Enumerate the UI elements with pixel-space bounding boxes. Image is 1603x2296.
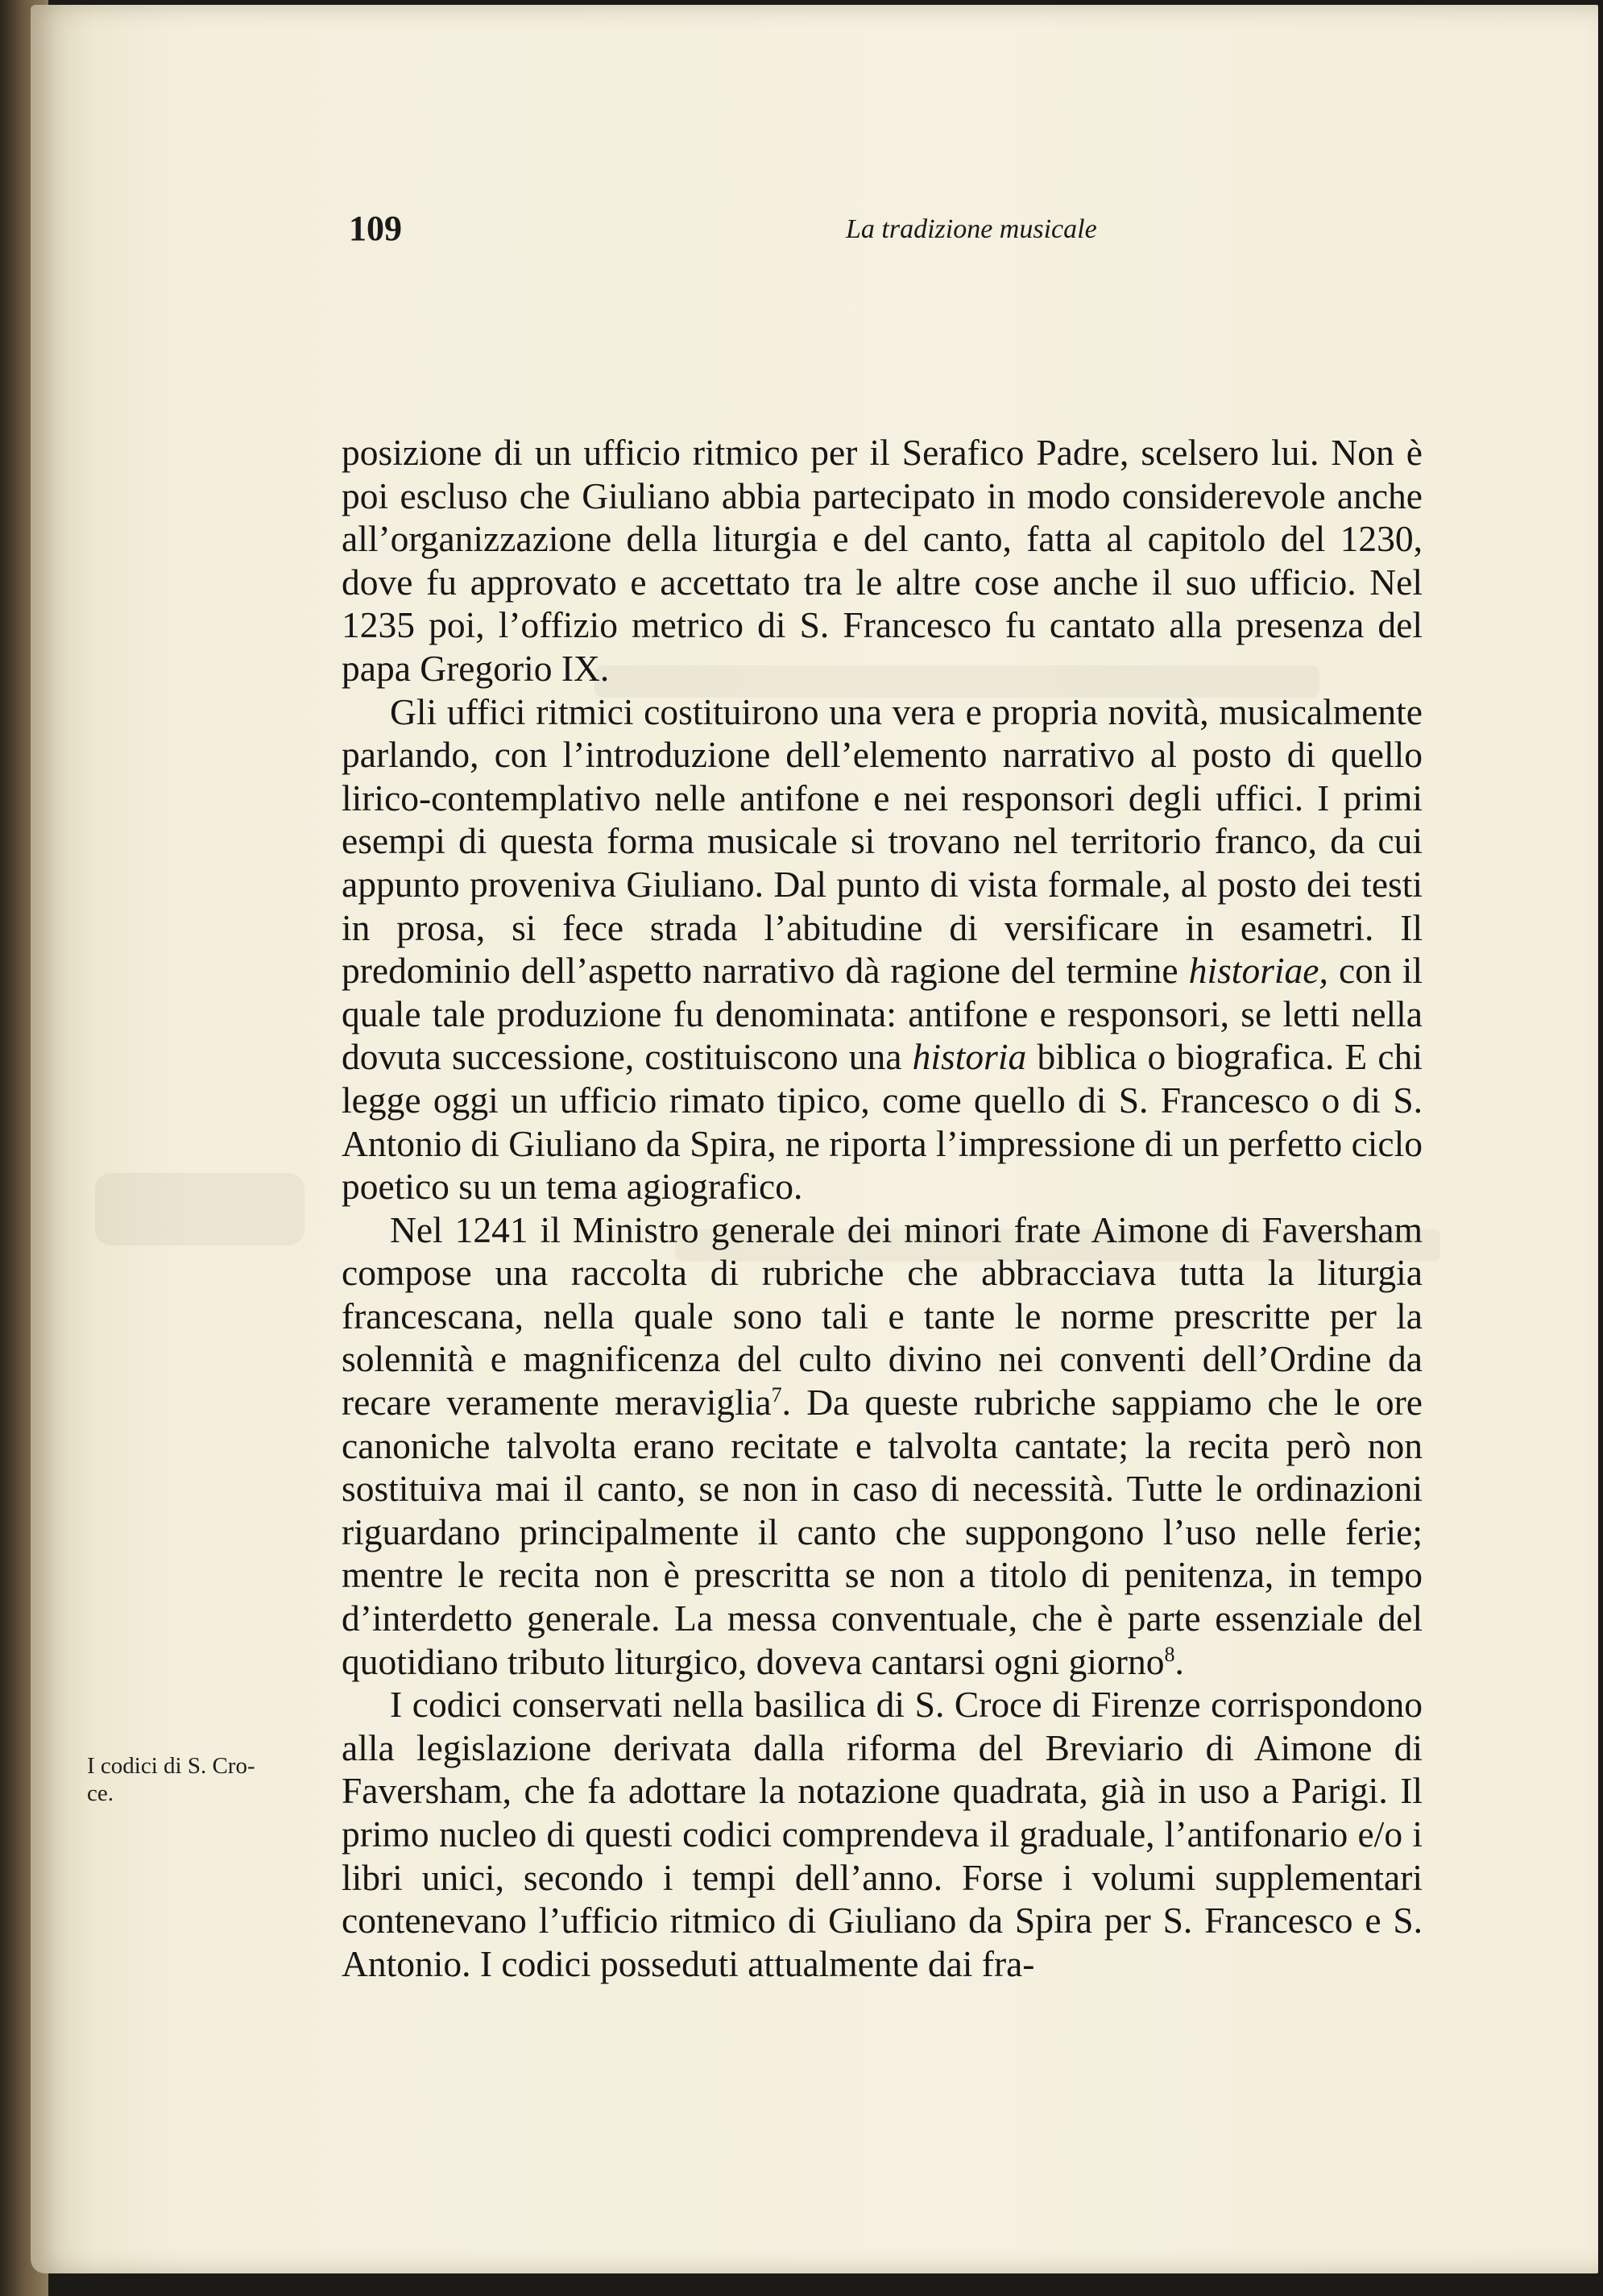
italic-term: historiae, — [1188, 950, 1328, 992]
text-run: biblica o biografica. E chi legge oggi un ufficio rimato tipico, come quello di S. Francesco o di S. Antonio di Giuliano da Spira, ne riporta l’impressione di un perfetto ciclo poetico su un tema agiografico. — [342, 1036, 1423, 1208]
main-text — [342, 431, 1423, 1985]
footnote-ref: 7 — [771, 1382, 782, 1407]
paragraph: posizione di un ufficio ritmico per il Serafico Padre, scelsero lui. Non è poi escluso che Giuliano abbia partecipato in modo considerevole anche all’organizzazione della liturgia e del canto, fatta al capitolo del 1230, dove fu approvato e accettato tra le altre cose anche il suo ufficio. Nel 1235 poi, l’offizio metrico di S. Francesco fu cantato alla presenza del papa Gregorio IX. — [342, 432, 1423, 689]
paragraph: I codici conservati nella basilica di S. Croce di Firenze corrispondono alla legislazione derivata dalla riforma del Breviario di Aimone di Faversham, che fa adottare la notazione quadrata, già in uso a Parigi. Il primo nucleo di questi codici comprendeva il graduale, l’antifonario e/o i libri unici, secondo i tempi dell’anno. Forse i volumi supplementari contenevano l’ufficio ritmico di Giuliano da Spira per S. Francesco e S. Antonio. I codici posseduti attualmente dai fra- — [342, 1684, 1423, 1984]
margin-note-line: I codici di S. Cro- — [87, 1753, 255, 1779]
page-number: 109 — [349, 209, 402, 248]
italic-term: historia — [912, 1036, 1027, 1078]
paragraph — [342, 1208, 1423, 1684]
running-title: La tradizione musicale — [846, 214, 1097, 244]
paragraph — [342, 690, 1423, 1208]
text-run: Nel 1241 il Ministro generale dei minori frate Aimone di Faversham compose una raccolta di rubriche che abbracciava tutta la liturgia francescana, nella quale sono tali e tante le norme prescritte per la solennità e magnificenza del culto divino nei conventi dell’Ordine da recare veramente meraviglia — [342, 1208, 1423, 1424]
text-run: . Da queste rubriche sappiamo che le ore canoniche talvolta erano recitate e talvolta cantate; la recita però non sostituiva mai il canto, se non in caso di necessità. Tutte le ordinazioni riguardano principalmente il canto che suppongono l’uso nelle ferie; mentre le recita non è prescritta se non a titolo di penitenza, in tempo d’interdetto generale. La messa conventuale, che è parte essenziale del quotidiano tributo liturgico, doveva cantarsi ogni giorno — [342, 1382, 1423, 1682]
show-through-smudge — [95, 1173, 304, 1245]
text-run: . — [1174, 1640, 1184, 1682]
running-head — [0, 208, 1603, 256]
footnote-ref: 8 — [1164, 1642, 1175, 1666]
margin-note — [87, 1752, 304, 1807]
text-run: con il quale tale produzione fu denominata: antifone e responsori, se letti nella dovuta successione, costituiscono una — [342, 950, 1423, 1078]
text-run: Gli uffici ritmici costituirono una vera e propria novità, musicalmente parlando, con l’introduzione dell’elemento narrativo al posto di quello lirico-contemplativo nelle antifone e nei responsori degli uffici. I primi esempi di questa forma musicale si trovano nel territorio franco, da cui appunto proveniva Giuliano. Dal punto di vista formale, al posto dei testi in prosa, si fece strada l’abitudine di versificare in esametri. Il predominio dell’aspetto narrativo dà ragione del termine — [342, 690, 1423, 992]
margin-note-line: ce. — [87, 1780, 114, 1806]
